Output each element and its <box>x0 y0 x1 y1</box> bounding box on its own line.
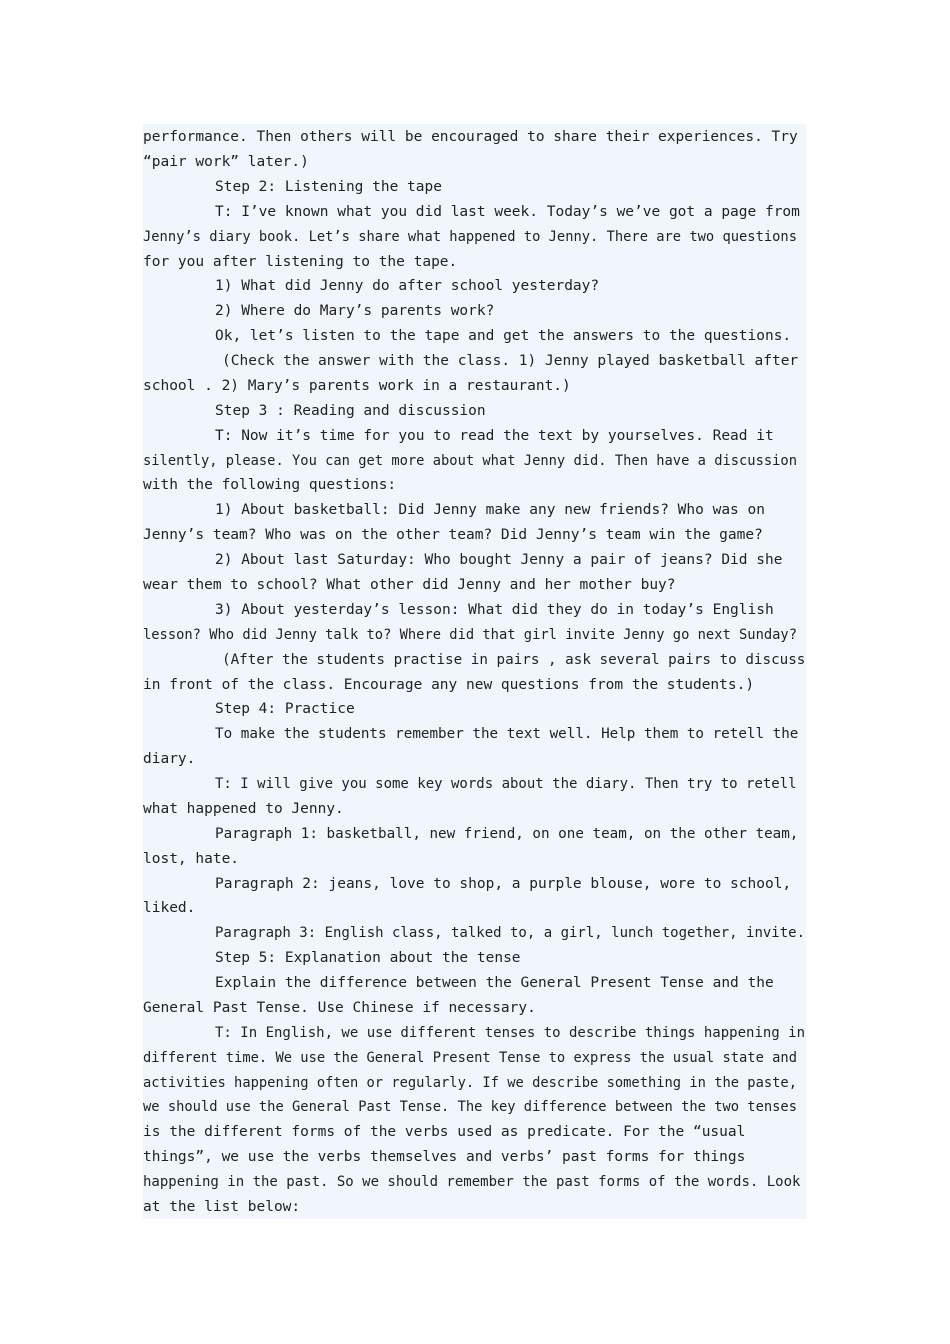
question-item: 2) About last Saturday: Who bought Jenny a pair of jeans? Did she <box>215 552 783 568</box>
text-line: Ok, let’s listen to the tape and get the answers to the questions. <box>215 328 792 344</box>
text-line: performance. Then others will be encouraged to share their experiences. Try <box>143 129 798 145</box>
text-line: Jenny’s team? Who was on the other team? Did Jenny’s team win the game? <box>143 527 763 543</box>
text-line: different time. We use the General Present Tense to express the usual state and <box>143 1050 797 1066</box>
text-line: is the different forms of the verbs used as predicate. For the “usual <box>143 1124 746 1140</box>
text-line: things”, we use the verbs themselves and verbs’ past forms for things <box>143 1149 746 1165</box>
text-line: Jenny’s diary book. Let’s share what happened to Jenny. There are two questions <box>143 229 797 245</box>
text-line: lost, hate. <box>143 851 240 867</box>
text-line: activities happening often or regularly. If we describe something in the paste, <box>143 1075 797 1091</box>
text-line: happening in the past. So we should remember the past forms of the words. Look <box>143 1174 801 1190</box>
text-line: (Check the answer with the class. 1) Jenny played basketball after <box>222 353 799 369</box>
text-line: school . 2) Mary’s parents work in a restaurant.) <box>143 378 571 394</box>
section-heading: Step 3 : Reading and discussion <box>215 403 486 419</box>
document-page <box>143 124 806 1219</box>
text-line: lesson? Who did Jenny talk to? Where did that girl invite Jenny go next Sunday? <box>143 627 797 643</box>
paragraph-keywords: Paragraph 2: jeans, love to shop, a purple blouse, wore to school, <box>215 876 792 892</box>
text-line: T: I will give you some key words about the diary. Then try to retell <box>215 776 797 792</box>
text-line: with the following questions: <box>143 477 397 493</box>
text-line: wear them to school? What other did Jenny and her mother buy? <box>143 577 676 593</box>
text-line: To make the students remember the text well. Help them to retell the <box>215 726 799 742</box>
section-heading: Step 4: Practice <box>215 701 355 717</box>
question-item: 1) What did Jenny do after school yesterday? <box>215 278 600 294</box>
section-heading: Step 2: Listening the tape <box>215 179 442 195</box>
text-line: (After the students practise in pairs , ask several pairs to discuss <box>222 652 806 668</box>
text-line: silently, please. You can get more about what Jenny did. Then have a discussion <box>143 453 797 469</box>
question-item: 3) About yesterday’s lesson: What did they do in today’s English <box>215 602 774 618</box>
section-heading: Step 5: Explanation about the tense <box>215 950 521 966</box>
text-line: at the list below: <box>143 1199 301 1215</box>
text-line: Explain the difference between the General Present Tense and the <box>215 975 774 991</box>
text-line: General Past Tense. Use Chinese if necessary. <box>143 1000 536 1016</box>
text-line: in front of the class. Encourage any new questions from the students.) <box>143 677 755 693</box>
text-line: for you after listening to the tape. <box>143 254 458 270</box>
text-line: T: I’ve known what you did last week. Today’s we’ve got a page from <box>215 204 800 220</box>
text-line: we should use the General Past Tense. The key difference between the two tenses <box>143 1099 797 1115</box>
text-line: diary. <box>143 751 196 767</box>
question-item: 2) Where do Mary’s parents work? <box>215 303 495 319</box>
question-item: 1) About basketball: Did Jenny make any new friends? Who was on <box>215 502 765 518</box>
text-line: T: Now it’s time for you to read the text by yourselves. Read it <box>215 428 774 444</box>
text-line: what happened to Jenny. <box>143 801 344 817</box>
paragraph-keywords: Paragraph 3: English class, talked to, a girl, lunch together, invite. <box>215 925 806 941</box>
text-line: T: In English, we use different tenses to describe things happening in <box>215 1025 806 1041</box>
paragraph-keywords: Paragraph 1: basketball, new friend, on one team, on the other team, <box>215 826 799 842</box>
text-line: “pair work” later.) <box>143 154 309 170</box>
text-line: liked. <box>143 900 196 916</box>
